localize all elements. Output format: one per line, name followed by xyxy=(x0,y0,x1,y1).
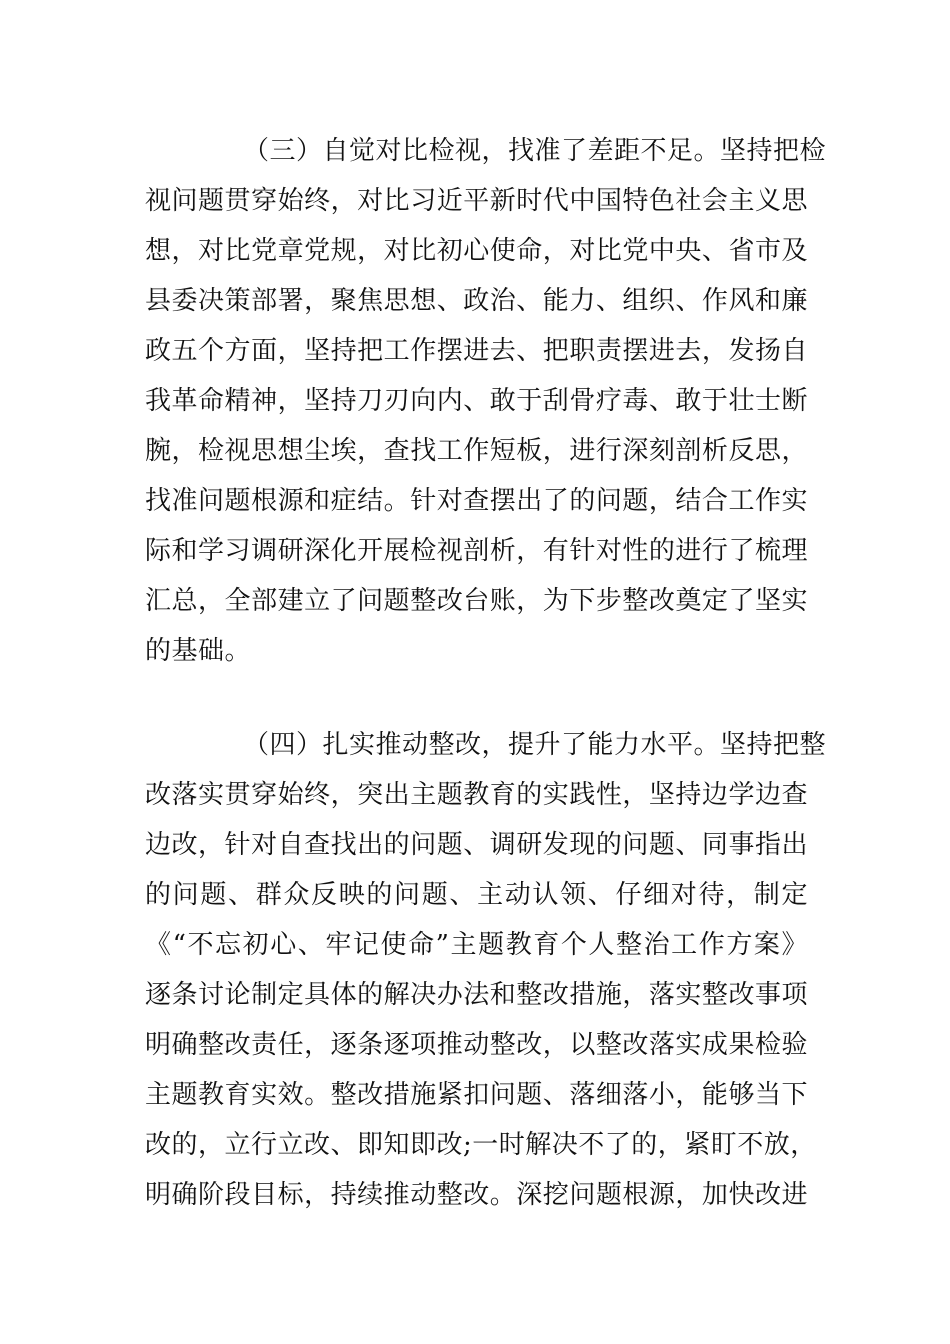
paragraph-line: 腕，检视思想尘埃，查找工作短板，进行深刻剖析反思， xyxy=(145,436,808,466)
paragraph-line: 县委决策部署，聚焦思想、政治、能力、组织、作风和廉 xyxy=(145,286,808,316)
paragraph-line: 边改，针对自查找出的问题、调研发现的问题、同事指出 xyxy=(145,830,808,860)
paragraph-line: 政五个方面，坚持把工作摆进去、把职责摆进去，发扬自 xyxy=(145,336,808,366)
paragraph-section-3 xyxy=(145,126,827,676)
paragraph-line: 改落实贯穿始终，突出主题教育的实践性，坚持边学边查 xyxy=(145,780,808,810)
paragraph-line: 际和学习调研深化开展检视剖析，有针对性的进行了梳理 xyxy=(145,536,808,566)
paragraph-section-4 xyxy=(145,720,827,1220)
paragraph-line: 改的，立行立改、即知即改;一时解决不了的，紧盯不放， xyxy=(145,1130,817,1160)
paragraph-line: 视问题贯穿始终，对比习近平新时代中国特色社会主义思 xyxy=(145,186,808,216)
paragraph-line: （四）扎实推动整改，提升了能力水平。坚持把整 xyxy=(243,730,827,760)
paragraph-line: 主题教育实效。整改措施紧扣问题、落细落小，能够当下 xyxy=(145,1080,808,1110)
paragraph-line: 逐条讨论制定具体的解决办法和整改措施，落实整改事项 xyxy=(145,980,808,1010)
paragraph-line: （三）自觉对比检视，找准了差距不足。坚持把检 xyxy=(243,136,827,166)
paragraph-line: 想，对比党章党规，对比初心使命，对比党中央、省市及 xyxy=(145,236,808,266)
paragraph-line: 《“不忘初心、牢记使命”主题教育个人整治工作方案》 xyxy=(145,930,808,960)
paragraph-line: 找准问题根源和症结。针对查摆出了的问题，结合工作实 xyxy=(145,486,808,516)
paragraph-line: 明确阶段目标，持续推动整改。深挖问题根源，加快改进 xyxy=(145,1180,808,1210)
paragraph-line: 我革命精神，坚持刀刃向内、敢于刮骨疗毒、敢于壮士断 xyxy=(145,386,808,416)
paragraph-line: 汇总，全部建立了问题整改台账，为下步整改奠定了坚实 xyxy=(145,586,808,616)
paragraph-line: 明确整改责任，逐条逐项推动整改，以整改落实成果检验 xyxy=(145,1030,808,1060)
paragraph-line: 的基础。 xyxy=(145,636,252,666)
paragraph-line: 的问题、群众反映的问题、主动认领、仔细对待，制定 xyxy=(145,880,808,910)
